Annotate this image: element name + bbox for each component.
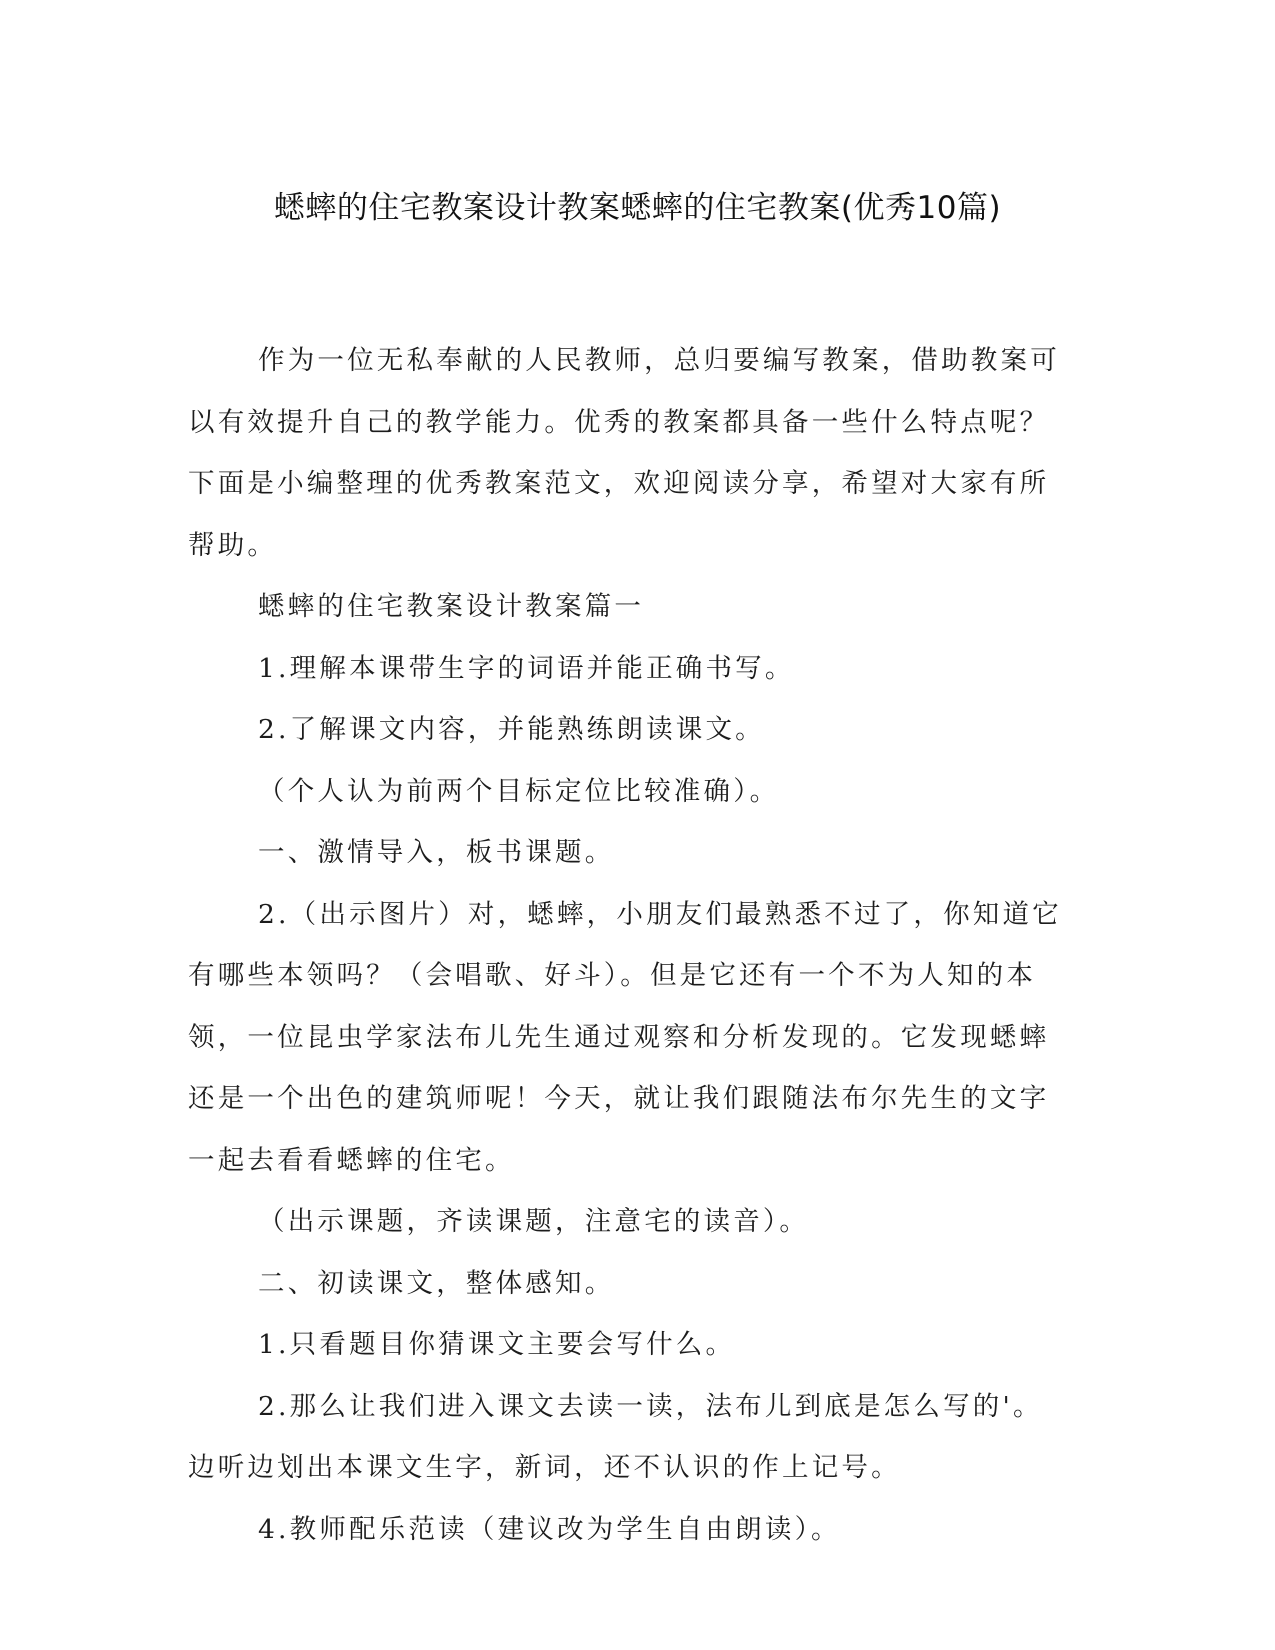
paragraph: （个人认为前两个目标定位比较准确）。 — [258, 775, 780, 807]
paragraph: 1.只看题目你猜课文主要会写什么。 — [258, 1329, 736, 1360]
paragraph: 1.理解本课带生字的词语并能正确书写。 — [258, 652, 795, 684]
paragraph: 一、激情导入，板书课题。 — [258, 837, 615, 868]
paragraph: 2.了解课文内容，并能熟练朗读课文。 — [258, 714, 765, 745]
paragraph-intro: 作为一位无私奉献的人民教师，总归要编写教案，借助教案可以有效提升自己的教学能力。优秀的教案都具备一些什么特点呢？下面是小编整理的优秀教案范文，欢迎阅读分享，希望对大家有所帮助。 — [188, 345, 1060, 561]
document-title: 蟋蟀的住宅教案设计教案蟋蟀的住宅教案(优秀10篇) — [273, 190, 1002, 226]
paragraph: 2.（出示图片）对，蟋蟀，小朋友们最熟悉不过了，你知道它有哪些本领吗？（会唱歌、好斗）。但是它还有一个不为人知的本领，一位昆虫学家法布儿先生通过观察和分析发现的。它发现蟋蟀还是一个出色的建筑师呢！今天，就让我们跟随法布尔先生的文字一起去看看蟋蟀的住宅。 — [188, 898, 1062, 1176]
paragraph: 2.那么让我们进入课文去读一读，法布儿到底是怎么写的'。边听边划出本课文生字，新词，还不认识的作上记号。 — [188, 1390, 1043, 1483]
section-heading: 蟋蟀的住宅教案设计教案篇一 — [258, 591, 645, 622]
paragraph: 4.教师配乐范读（建议改为学生自由朗读）。 — [258, 1513, 841, 1545]
paragraph: 二、初读课文，整体感知。 — [258, 1267, 615, 1299]
paragraph: （出示课题，齐读课题，注意宅的读音）。 — [258, 1206, 810, 1237]
document-body — [188, 330, 1068, 1560]
